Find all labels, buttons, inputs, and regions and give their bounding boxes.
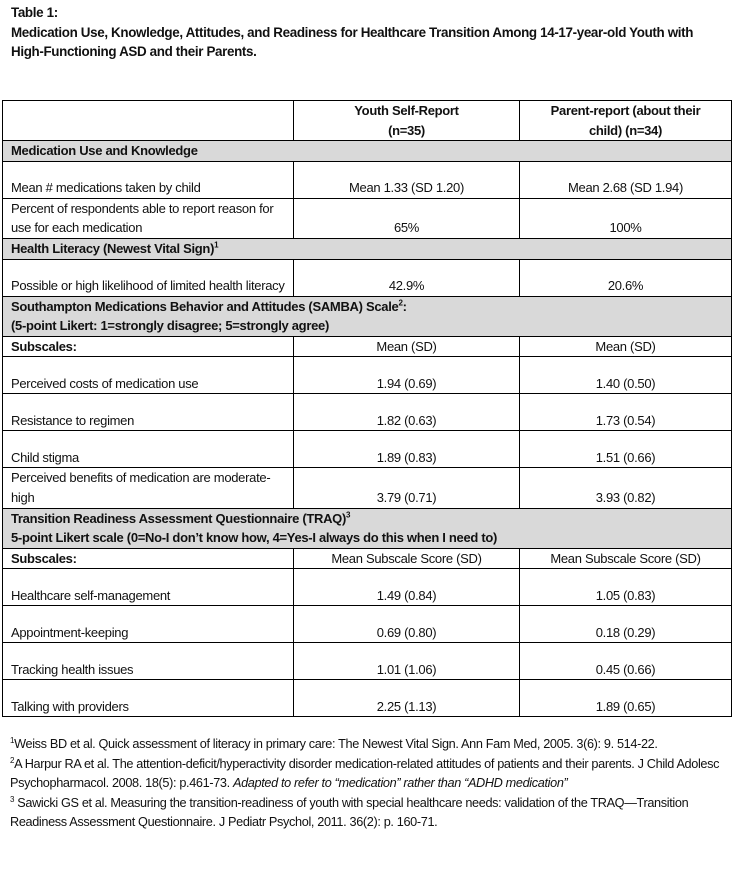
subheader-row	[3, 548, 732, 569]
section-title: Medication Use and Knowledge	[3, 141, 732, 162]
section-title: Transition Readiness Assessment Questionnaire (TRAQ)$^3$ 5-point Likert scale (0=No-I don’t know how, 4=Yes-I always do this when I need to)	[3, 508, 732, 548]
row-label: Tracking health issues	[3, 643, 294, 680]
footnote-mark: 3	[346, 510, 351, 520]
row-label: Appointment-keeping	[3, 606, 294, 643]
youth-value: 1.49 (0.84)	[294, 569, 520, 606]
row-label: Resistance to regimen	[3, 394, 294, 431]
table-row	[3, 643, 732, 680]
table-row	[3, 161, 732, 198]
table-row	[3, 198, 732, 238]
table-row	[3, 569, 732, 606]
row-label: Talking with providers	[3, 680, 294, 717]
parent-subheader: Mean Subscale Score (SD)	[520, 548, 732, 569]
youth-value: 1.89 (0.83)	[294, 431, 520, 468]
parent-value: 1.89 (0.65)	[520, 680, 732, 717]
header-empty-cell	[3, 101, 294, 141]
row-label: Perceived costs of medication use	[3, 357, 294, 394]
table-label: Table 1:	[11, 5, 58, 20]
youth-value: 65%	[294, 198, 520, 238]
footnote: $^3$ Sawicki GS et al. Measuring the transition-readiness of youth with special healthcare needs: validation of the TRAQ—Transition Readiness Assessment Questionnaire. J Pediatr Psychol, 2011. 36(2): p. 160-71.	[10, 794, 689, 830]
parent-value: 1.51 (0.66)	[520, 431, 732, 468]
section-title: Southampton Medications Behavior and Attitudes (SAMBA) Scale$^2$: (5-point Likert: 1=strongly disagree; 5=strongly agree)	[3, 296, 732, 336]
section-title: Health Literacy (Newest Vital Sign)$^1$	[3, 238, 732, 259]
youth-value: 3.79 (0.71)	[294, 468, 520, 508]
section-literacy	[3, 238, 732, 259]
section-traq	[3, 508, 732, 548]
parent-value: Mean 2.68 (SD 1.94)	[520, 161, 732, 198]
row-label: Child stigma	[3, 431, 294, 468]
table-row	[3, 431, 732, 468]
section-subtitle: 5-point Likert scale (0=No-I don’t know how, 4=Yes-I always do this when I need to)	[11, 530, 498, 546]
table-row	[3, 680, 732, 717]
table-caption	[11, 3, 726, 62]
row-label: Possible or high likelihood of limited health literacy	[3, 259, 294, 296]
table-title: Medication Use, Knowledge, Attitudes, and Readiness for Healthcare Transition Among 14-17-year-old Youth with High-Functioning ASD and their Parents.	[11, 24, 694, 59]
footnote: $^1$Weiss BD et al. Quick assessment of literacy in primary care: The Newest Vital Sign. Ann Fam Med, 2005. 3(6): 9. 514-22.	[10, 735, 658, 751]
parent-value: 0.18 (0.29)	[520, 606, 732, 643]
row-label: Perceived benefits of medication are moderate-high	[3, 468, 294, 508]
youth-value: 0.69 (0.80)	[294, 606, 520, 643]
subheader-row	[3, 336, 732, 357]
subscales-label: Subscales:	[3, 336, 294, 357]
parent-value: 1.40 (0.50)	[520, 357, 732, 394]
table-row	[3, 357, 732, 394]
youth-value: Mean 1.33 (SD 1.20)	[294, 161, 520, 198]
parent-value: 20.6%	[520, 259, 732, 296]
table-row	[3, 606, 732, 643]
table-row	[3, 259, 732, 296]
parent-value: 3.93 (0.82)	[520, 468, 732, 508]
footnote: $^2$A Harpur RA et al. The attention-deficit/hyperactivity disorder medication-related attitudes of patients and their parents. J Child Adolesc Psychopharmacol. 2008. 18(5): p.461-73. Adapted to refer to “medication” rather than “ADHD medication”	[10, 755, 720, 791]
row-label: Percent of respondents able to report reason for use for each medication	[3, 198, 294, 238]
youth-subheader: Mean (SD)	[294, 336, 520, 357]
youth-subheader: Mean Subscale Score (SD)	[294, 548, 520, 569]
row-label: Healthcare self-management	[3, 569, 294, 606]
youth-value: 1.01 (1.06)	[294, 643, 520, 680]
parent-value: 100%	[520, 198, 732, 238]
results-table	[2, 100, 732, 717]
row-label: Mean # medications taken by child	[3, 161, 294, 198]
footnote-mark: 1	[214, 240, 219, 250]
youth-value: 1.82 (0.63)	[294, 394, 520, 431]
table-row	[3, 394, 732, 431]
footnotes	[10, 735, 730, 833]
parent-subheader: Mean (SD)	[520, 336, 732, 357]
youth-value: 42.9%	[294, 259, 520, 296]
section-subtitle: (5-point Likert: 1=strongly disagree; 5=strongly agree)	[11, 318, 329, 334]
section-medication	[3, 141, 732, 162]
parent-value: 1.73 (0.54)	[520, 394, 732, 431]
youth-value: 1.94 (0.69)	[294, 357, 520, 394]
section-samba	[3, 296, 732, 336]
header-parent: Parent-report (about their child) (n=34)	[520, 101, 732, 141]
youth-value: 2.25 (1.13)	[294, 680, 520, 717]
parent-value: 0.45 (0.66)	[520, 643, 732, 680]
subscales-label: Subscales:	[3, 548, 294, 569]
header-youth: Youth Self-Report (n=35)	[294, 101, 520, 141]
parent-value: 1.05 (0.83)	[520, 569, 732, 606]
table-row	[3, 468, 732, 508]
table-header-row	[3, 101, 732, 141]
footnote-mark: 2	[398, 298, 403, 308]
